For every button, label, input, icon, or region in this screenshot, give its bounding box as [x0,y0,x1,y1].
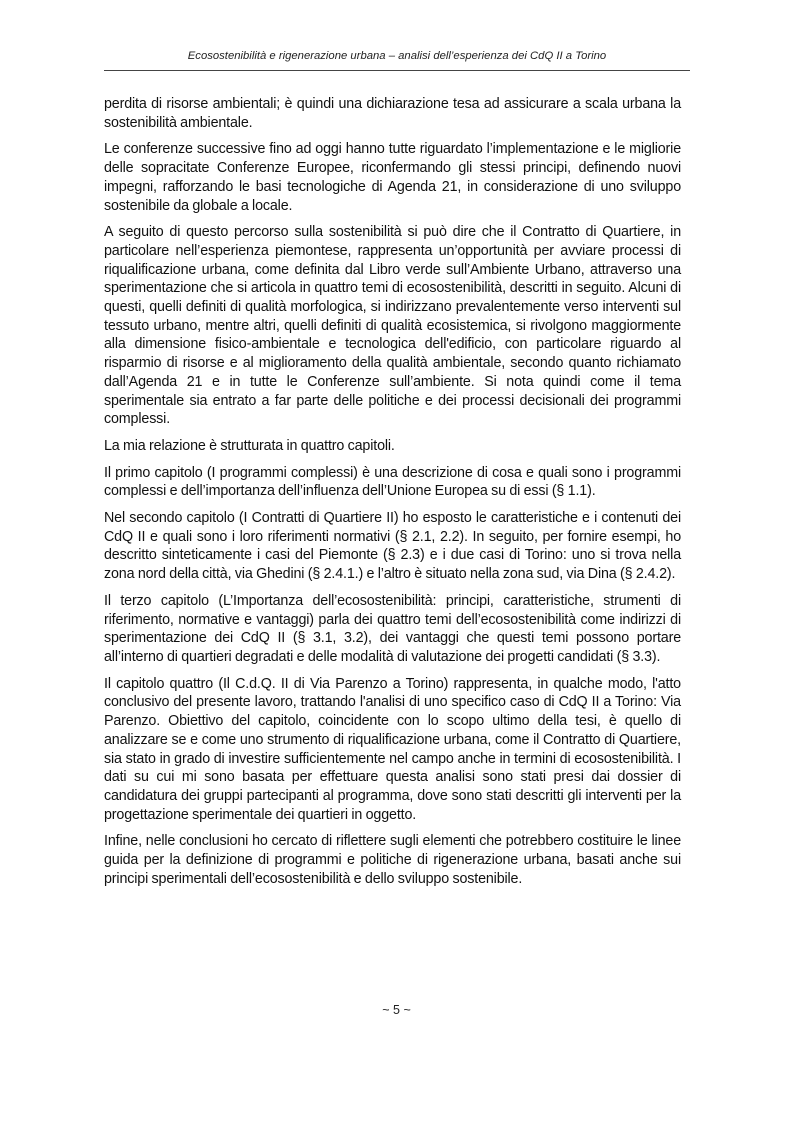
paragraph: A seguito di questo percorso sulla sostenibilità si può dire che il Contratto di Quartiere, in particolare nell’esperienza piemontese, rappresenta un’opportunità per avviare processi di riqualificazione urbana, come definita dal Libro verde sull’Ambiente Urbano, attraverso una sperimentazione che si articola in quattro temi di ecosostenibilità, descritti in seguito. Alcuni di questi, quelli definiti di qualità morfologica, si indirizzano prevalentemente verso interventi sul tessuto urbano, mentre altri, quelli definiti di qualità ecosistemica, si rivolgono maggiormente alla dimensione fisico-ambientale e tecnologica dell'edificio, con particolare riguardo al risparmio di risorse e al miglioramento della qualità ambientale, secondo quanto richiamato dall’Agenda 21 e in tutte le Conferenze sull’ambiente. Si nota quindi come il tema sperimentale sia entrato a far parte delle politiche e dei processi decisionali dei programmi complessi. [104,224,681,428]
paragraph: La mia relazione è strutturata in quattro capitoli. [104,437,395,454]
page-number: ~ 5 ~ [382,1003,411,1017]
body-text [104,95,681,896]
running-header: Ecosostenibilità e rigenerazione urbana – analisi dell’esperienza dei CdQ II a Torino [187,50,607,62]
paragraph: perdita di risorse ambientali; è quindi una dichiarazione tesa ad assicurare a scala urbana la sostenibilità ambientale. [104,96,681,131]
paragraph: Le conferenze successive fino ad oggi hanno tutte riguardato l’implementazione e le migliorie delle sopracitate Conferenze Europee, riconfermando gli stessi principi, definendo nuovi impegni, rafforzando le basi tecnologiche di Agenda 21, in considerazione di uno sviluppo sostenibile da globale a locale. [104,141,681,214]
paragraph: Infine, nelle conclusioni ho cercato di riflettere sugli elementi che potrebbero costituire le linee guida per la definizione di programmi e politiche di rigenerazione urbana, basati anche sui principi sperimentali dell’ecosostenibilità e dello sviluppo sostenibile. [104,833,681,887]
paragraph: Il terzo capitolo (L’Importanza dell’ecosostenibilità: principi, caratteristiche, strumenti di riferimento, normative e vantaggi) parla dei quattro temi dell’ecosostenibilità come indirizzi di sperimentazione dei CdQ II (§ 3.1, 3.2), dei vantaggi che questi temi possono portare all’interno di quartieri degradati e delle modalità di valutazione dei progetti candidati (§ 3.3). [104,592,681,665]
paragraph: Il capitolo quattro (Il C.d.Q. II di Via Parenzo a Torino) rappresenta, in qualche modo, l'atto conclusivo del presente lavoro, trattando l'analisi di uno specifico caso di CdQ II a Torino: Via Parenzo. Obiettivo del capitolo, coincidente con lo scopo ultimo della tesi, è quello di analizzare se e come uno strumento di riqualificazione urbana, come il Contratto di Quartiere, sia stato in grado di investire sufficientemente nel campo anche in termini di ecosostenibilità. I dati su cui mi sono basata per effettuare questa analisi sono stati presi dai dossier di candidatura dei gruppi partecipanti al programma, dove sono stati descritti gli interventi per la progettazione sperimentale dei quartieri in oggetto. [104,675,681,823]
header-divider [104,70,690,71]
paragraph: Il primo capitolo (I programmi complessi) è una descrizione di cosa e quali sono i programmi complessi e dell’importanza dell’influenza dell’Unione Europea su di essi (§ 1.1). [104,464,681,500]
paragraph: Nel secondo capitolo (I Contratti di Quartiere II) ho esposto le caratteristiche e i contenuti dei CdQ II e quali sono i loro riferimenti normativi (§ 2.1, 2.2). In seguito, per fornire esempi, ho descritto sinteticamente i casi del Piemonte (§ 2.3) e i due casi di Torino: uno si trova nella zona nord della città, via Ghedini (§ 2.4.1.) e l’altro è situato nella zona sud, via Dina (§ 2.4.2). [104,510,681,583]
